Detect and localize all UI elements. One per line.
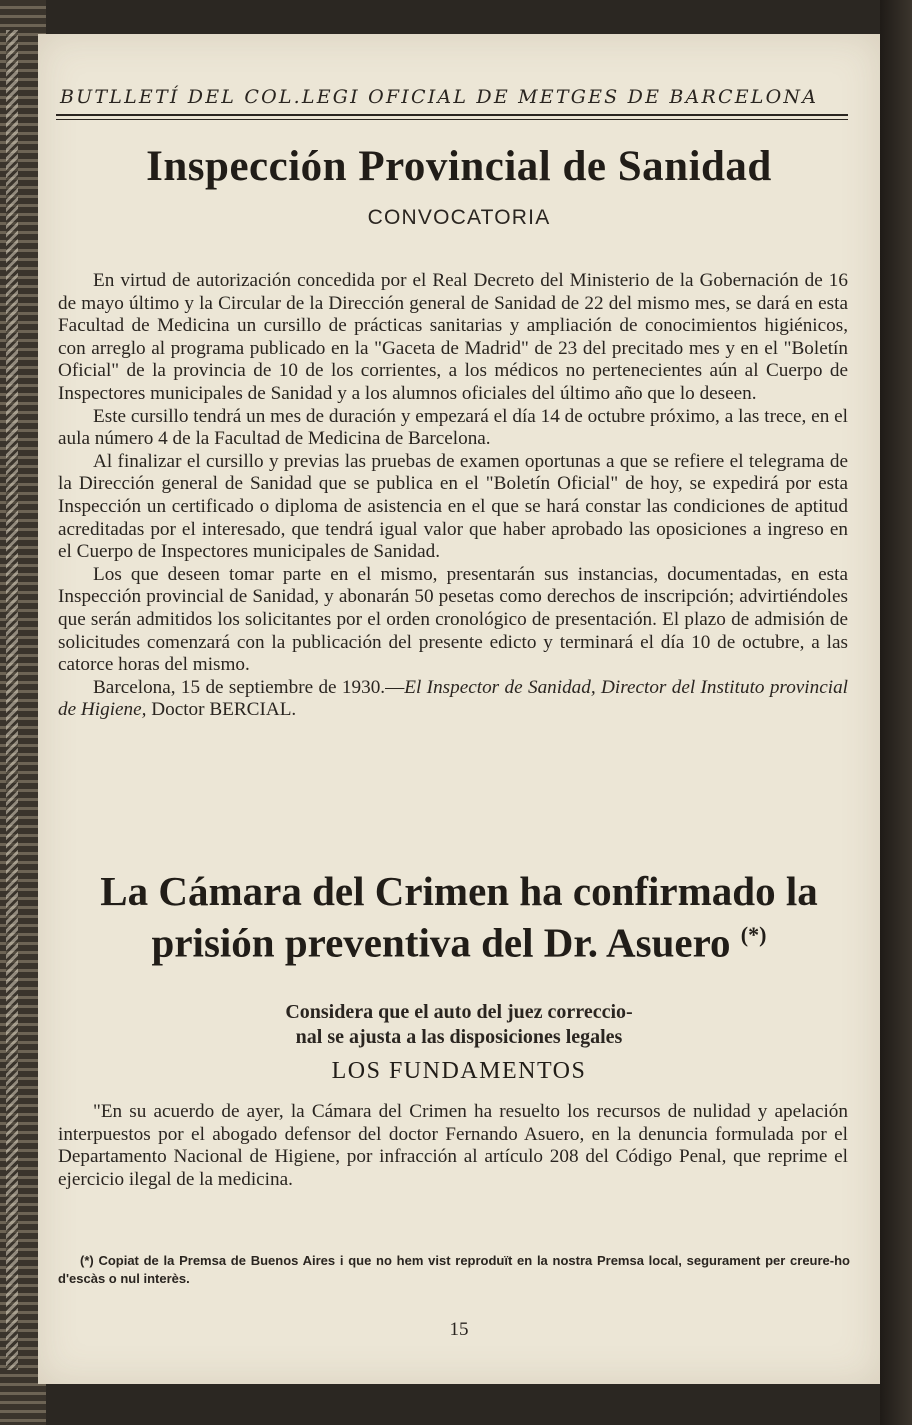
- header-rule: [56, 114, 848, 116]
- page-number: 15: [449, 1319, 469, 1340]
- article1-signature: [58, 677, 848, 722]
- article1-paragraph: Este cursillo tendrá un mes de duración y empezará el día 14 de octubre próximo, a las trece, en el aula número 4 de la Facultad de Medicina de Barcelona.: [58, 405, 848, 450]
- running-head: BUTLLETÍ DEL COL.LEGI OFICIAL DE METGES DE BARCELONA: [60, 86, 819, 108]
- article2-title-line2: prisión preventiva del Dr. Asuero: [151, 919, 731, 966]
- article1-paragraph: Al finalizar el cursillo y previas las pruebas de examen oportunas a que se refiere el telegrama de la Dirección general de Sanidad que se publica en el "Boletín Oficial" de hoy, se expedirá por esta Inspección un certificado o diploma de asistencia en el que se hará constar las condiciones de aptitud acreditadas por el interesado, que tendrá igual valor que haber aprobado las oposiciones a ingreso en el Cuerpo de Inspectores municipales de Sanidad.: [58, 450, 848, 563]
- article1-subtitle: CONVOCATORIA: [367, 206, 551, 229]
- signature-date: Barcelona, 15 de septiembre de 1930.—: [93, 676, 405, 698]
- footnote-marker: (*): [740, 922, 767, 947]
- article1-body: [58, 270, 848, 722]
- signature-name: Doctor BERCIAL.: [146, 699, 297, 721]
- signature-title: El Inspector de Sanidad, Director del Instituto provincial de Higiene,: [58, 676, 848, 721]
- deck-line2: nal se ajusta a las disposiciones legales: [295, 1026, 623, 1048]
- footnote: [58, 1252, 850, 1288]
- page-right-edge: [880, 0, 912, 1425]
- article2-paragraph: "En su acuerdo de ayer, la Cámara del Crimen ha resuelto los recursos de nulidad y apelación interpuestos por el abogado defensor del doctor Fernando Asuero, en la denuncia formulada por el Departamento Nacional de Higiene, por infracción al artículo 208 del Código Penal, que reprime el ejercicio ilegal de la medicina.: [58, 1101, 848, 1190]
- spine-binding-pattern: [6, 30, 18, 1370]
- article2-body: [58, 1101, 848, 1191]
- footnote-text: (*) Copiat de la Premsa de Buenos Aires i que no hem vist reproduït en la nostra Premsa local, segurament per creure-ho d'escàs o nul interès.: [58, 1253, 850, 1286]
- page-sheet: [38, 34, 880, 1384]
- article2-deck: [38, 1000, 880, 1050]
- article1-paragraph: Los que deseen tomar parte en el mismo, presentarán sus instancias, documentadas, en esta Inspección provincial de Sanidad, y abonarán 50 pesetas como derechos de inscripción; advirtiéndoles que serán admitidos los solicitantes por el orden cronológico de presentación. El plazo de admisión de solicitudes comenzará con la publicación del presente edicto y terminará el día 10 de octubre, a las catorce horas del mismo.: [58, 563, 848, 676]
- article1-paragraph: En virtud de autorización concedida por el Real Decreto del Ministerio de la Gobernación de 16 de mayo último y la Circular de la Dirección general de Sanidad de 22 del mismo mes, se dará en esta Facultad de Medicina un cursillo de prácticas sanitarias y ampliación de conocimientos higiénicos, con arreglo al programa publicado en la "Gaceta de Madrid" de 23 del precitado mes y en el "Boletín Oficial" de la provincia de 10 de los corrientes, a los médicos no pertenecientes aún al Cuerpo de Inspectores municipales de Sanidad y a los alumnos oficiales del último año que lo deseen.: [58, 270, 848, 404]
- deck-line1: Considera que el auto del juez correccio-: [285, 1001, 633, 1023]
- section-heading: LOS FUNDAMENTOS: [331, 1058, 587, 1084]
- article2-title: [38, 869, 880, 965]
- article2-title-line1: La Cámara del Crimen ha confirmado la: [100, 868, 818, 914]
- article1-title: Inspección Provincial de Sanidad: [146, 143, 772, 190]
- header-rule-thin: [56, 119, 848, 120]
